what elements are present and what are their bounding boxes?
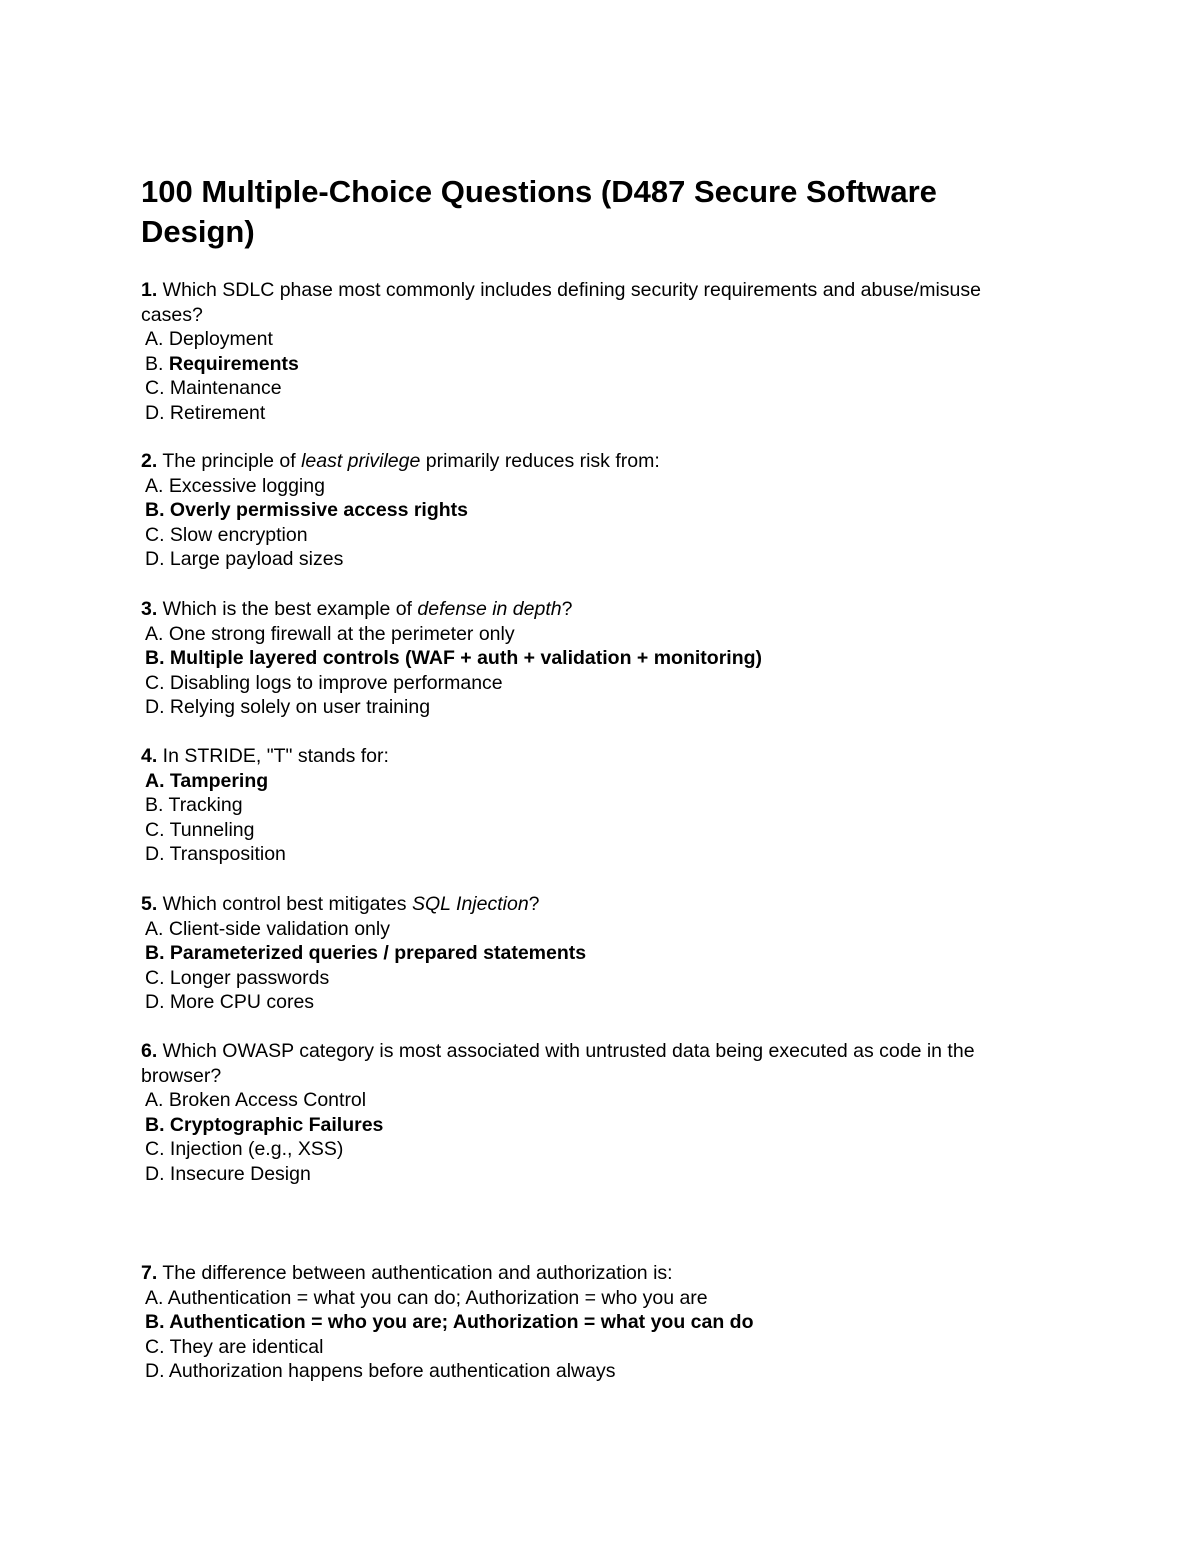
option-letter: D.	[145, 548, 165, 571]
answer-option	[141, 474, 1041, 499]
option-text: Relying solely on user training	[164, 696, 431, 719]
option-text: Retirement	[164, 401, 266, 424]
option-letter: B.	[145, 1113, 165, 1136]
option-text: Excessive logging	[163, 474, 325, 497]
answer-option	[141, 1335, 1041, 1360]
answer-option	[141, 1162, 1041, 1187]
option-text: They are identical	[164, 1335, 324, 1358]
answer-option	[141, 352, 1041, 377]
option-text: Broken Access Control	[163, 1089, 367, 1112]
answer-option	[141, 990, 1041, 1015]
document-page	[141, 172, 1041, 1383]
option-letter: A.	[145, 328, 164, 351]
question-5	[141, 892, 1041, 1015]
question-text: primarily reduces risk from:	[420, 450, 660, 472]
answer-option	[141, 842, 1041, 867]
option-letter: C.	[145, 818, 165, 841]
option-letter: C.	[145, 966, 165, 989]
option-text: Parameterized queries / prepared statements	[164, 942, 587, 965]
option-letter: B.	[145, 942, 165, 965]
question-number: 4.	[141, 745, 158, 767]
page-title: 100 Multiple-Choice Questions (D487 Secure Software Design)	[141, 174, 937, 249]
answer-option	[141, 327, 1041, 352]
answer-option	[141, 917, 1041, 942]
question-number: 3.	[141, 598, 158, 620]
option-letter: C.	[145, 1138, 165, 1161]
option-letter: D.	[145, 696, 165, 719]
option-text: Deployment	[163, 328, 273, 351]
option-letter: A.	[145, 1089, 164, 1112]
answer-option	[141, 1286, 1041, 1311]
option-letter: C.	[145, 377, 165, 400]
question-term: SQL Injection	[411, 893, 529, 915]
option-text: Client-side validation only	[163, 917, 390, 940]
answer-option	[141, 1113, 1041, 1138]
answer-option	[141, 646, 1041, 671]
question-stem	[141, 1039, 1041, 1088]
option-letter: B.	[145, 647, 165, 670]
answer-option	[141, 1310, 1041, 1335]
question-term: least privilege	[301, 450, 421, 472]
option-letter: D.	[145, 1162, 165, 1185]
option-letter: B.	[145, 352, 164, 375]
option-text: Slow encryption	[164, 523, 308, 546]
answer-option	[141, 1137, 1041, 1162]
option-text: Maintenance	[164, 377, 282, 400]
option-text: Tampering	[164, 769, 269, 792]
option-letter: A.	[145, 622, 164, 645]
answer-option	[141, 498, 1041, 523]
question-1	[141, 278, 1041, 426]
option-letter: C.	[145, 671, 165, 694]
question-stem	[141, 892, 1041, 917]
option-text: Overly permissive access rights	[164, 499, 469, 522]
option-text: Disabling logs to improve performance	[164, 671, 503, 694]
option-letter: B.	[145, 1311, 165, 1334]
option-text: Longer passwords	[164, 966, 330, 989]
option-letter: C.	[145, 1335, 165, 1358]
option-text: Authentication = who you are; Authorization = what you can do	[164, 1311, 754, 1334]
answer-option	[141, 671, 1041, 696]
question-text: The difference between authentication and authorization is:	[157, 1262, 673, 1284]
question-text: Which SDLC phase most commonly includes defining security requirements and abuse/misuse cases?	[141, 279, 981, 326]
answer-option	[141, 622, 1041, 647]
option-letter: A.	[145, 1286, 164, 1309]
option-text: Transposition	[164, 843, 286, 866]
option-text: Large payload sizes	[164, 548, 344, 571]
option-text: Authentication = what you can do; Authorization = who you are	[163, 1286, 708, 1309]
option-text: One strong firewall at the perimeter only	[163, 622, 515, 645]
answer-option	[141, 523, 1041, 548]
question-stem	[141, 449, 1041, 474]
question-number: 2.	[141, 450, 158, 472]
option-letter: A.	[145, 769, 165, 792]
answer-option	[141, 966, 1041, 991]
question-4	[141, 744, 1041, 867]
option-text: Tracking	[163, 794, 243, 817]
answer-option	[141, 1088, 1041, 1113]
option-letter: B.	[145, 499, 165, 522]
question-number: 1.	[141, 279, 158, 301]
question-text: ?	[528, 893, 540, 915]
option-text: More CPU cores	[164, 991, 315, 1014]
option-text: Requirements	[163, 352, 299, 375]
question-text: Which control best mitigates	[157, 893, 412, 915]
question-stem	[141, 1261, 1041, 1286]
option-text: Injection (e.g., XSS)	[164, 1138, 344, 1161]
question-text: The principle of	[157, 450, 302, 472]
option-text: Tunneling	[164, 818, 255, 841]
question-2	[141, 449, 1041, 572]
option-letter: B.	[145, 794, 164, 817]
answer-option	[141, 769, 1041, 794]
answer-option	[141, 793, 1041, 818]
option-text: Insecure Design	[164, 1162, 311, 1185]
answer-option	[141, 376, 1041, 401]
option-letter: C.	[145, 523, 165, 546]
answer-option	[141, 547, 1041, 572]
option-text: Authorization happens before authentication always	[164, 1360, 616, 1383]
option-text: Multiple layered controls (WAF + auth + validation + monitoring)	[164, 647, 763, 670]
question-stem	[141, 597, 1041, 622]
option-letter: D.	[145, 843, 165, 866]
answer-option	[141, 941, 1041, 966]
option-letter: D.	[145, 401, 165, 424]
question-text: ?	[561, 598, 573, 620]
option-letter: A.	[145, 474, 164, 497]
question-stem	[141, 278, 1041, 327]
question-3	[141, 597, 1041, 720]
option-letter: D.	[145, 1360, 165, 1383]
question-term: defense in depth	[417, 598, 562, 620]
question-number: 5.	[141, 893, 158, 915]
question-7	[141, 1261, 1041, 1384]
option-letter: A.	[145, 917, 164, 940]
answer-option	[141, 818, 1041, 843]
question-text: Which is the best example of	[157, 598, 418, 620]
option-text: Cryptographic Failures	[164, 1113, 384, 1136]
answer-option	[141, 1359, 1041, 1384]
question-number: 6.	[141, 1040, 158, 1062]
question-stem	[141, 744, 1041, 769]
answer-option	[141, 401, 1041, 426]
option-letter: D.	[145, 991, 165, 1014]
question-text: In STRIDE, "T" stands for:	[157, 745, 389, 767]
question-text: Which OWASP category is most associated with untrusted data being executed as code in the browser?	[141, 1040, 975, 1087]
answer-option	[141, 695, 1041, 720]
question-6	[141, 1039, 1041, 1187]
question-number: 7.	[141, 1262, 158, 1284]
